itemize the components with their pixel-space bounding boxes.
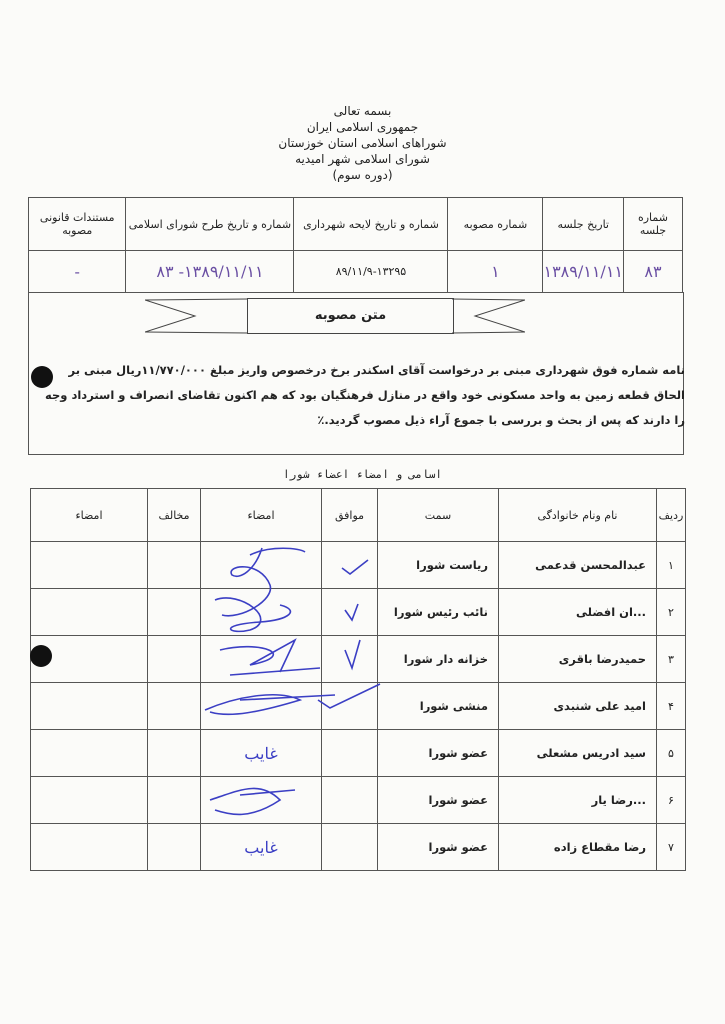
signature-4 <box>205 695 335 715</box>
member-name: رضا مقطاع زاده <box>499 824 657 871</box>
session-no: ۸۳ <box>624 251 683 293</box>
member-role: عضو شورا <box>378 777 499 824</box>
header-oppose: مخالف <box>148 489 201 542</box>
member-role: خزانه دار شورا <box>378 636 499 683</box>
legal-basis: - <box>29 251 126 293</box>
check-1 <box>342 560 368 574</box>
member-role: عضو شورا <box>378 824 499 871</box>
member-role: منشی شورا <box>378 683 499 730</box>
row-no: ۲ <box>657 589 686 636</box>
member-name: امید علی شنبدی <box>499 683 657 730</box>
member-name: عبدالمحسن قدعمی <box>499 542 657 589</box>
council-plan: ۱۳۸۹/۱۱/۱۱- ۸۳ <box>126 251 294 293</box>
member-name: حمیدرضا باقری <box>499 636 657 683</box>
header-resolution-no: شماره مصوبه <box>448 198 543 251</box>
row-no: ۷ <box>657 824 686 871</box>
header-line: بسمه تعالی <box>333 104 392 118</box>
resolution-no: ۱ <box>448 251 543 293</box>
header-signature-2: امضاء <box>31 489 148 542</box>
punch-hole <box>30 645 52 667</box>
member-role: عضو شورا <box>378 730 499 777</box>
signature-1 <box>222 548 305 616</box>
header-session-date: تاریخ جلسه <box>543 198 624 251</box>
members-title: اسامی و امضاء اعضاء شورا <box>283 468 442 481</box>
header-name: نام ونام خانوادگی <box>499 489 657 542</box>
check-3 <box>345 640 360 668</box>
member-name: ...رضا یار <box>499 777 657 824</box>
row-no: ۴ <box>657 683 686 730</box>
header-line: شوراهای اسلامی استان خوزستان <box>278 136 447 150</box>
resolution-text: نامه شماره فوق شهرداری مبنی بر درخواست آقای اسکندر برخ درخصوص واریز مبلغ ۱۱/۷۷۰/۰۰۰ریال مبنی بر الحاق قطعه زمین به واحد مسکونی خود واقع در منازل فرهنگیان بود که هم اکنون تقاضای انصراف و استرداد وجه را دارند که پس از بحث و بررسی با جموع آراء ذیل مصوب گردید.٪ <box>45 363 685 427</box>
member-name: سید ادریس مشعلی <box>499 730 657 777</box>
municipality-bill: ۸۹/۱۱/۹-۱۳۲۹۵ <box>294 251 448 293</box>
row-no: ۱ <box>657 542 686 589</box>
header-row-no: ردیف <box>657 489 686 542</box>
header-legal-basis: مستندات قانونی مصوبه <box>29 198 126 251</box>
punch-hole <box>31 366 53 388</box>
header-session-no: شماره جلسه <box>624 198 683 251</box>
member-role: نائب رئیس شورا <box>378 589 499 636</box>
member-role: ریاست شورا <box>378 542 499 589</box>
check-2 <box>345 604 358 620</box>
row-no: ۶ <box>657 777 686 824</box>
header-line: جمهوری اسلامی ایران <box>306 120 419 134</box>
header-signature: امضاء <box>201 489 322 542</box>
header-council-plan: شماره و تاریخ طرح شورای اسلامی <box>126 198 294 251</box>
member-signature: غایب <box>201 730 322 777</box>
signature-2 <box>215 598 290 631</box>
header-role: سمت <box>378 489 499 542</box>
signature-6 <box>210 788 295 814</box>
header-line: (دوره سوم) <box>332 168 393 182</box>
row-no: ۵ <box>657 730 686 777</box>
session-date: ۱۳۸۹/۱۱/۱۱ <box>543 251 624 293</box>
signature-3 <box>220 640 320 675</box>
header-line: شورای اسلامی شهر امیدیه <box>295 152 430 166</box>
row-no: ۳ <box>657 636 686 683</box>
header-municipality-bill: شماره و تاریخ لایحه شهرداری <box>294 198 448 251</box>
member-signature: غایب <box>201 824 322 871</box>
resolution-title: متن مصوبه <box>247 298 454 334</box>
header-agree: موافق <box>322 489 378 542</box>
member-name: ...ان افضلی <box>499 589 657 636</box>
